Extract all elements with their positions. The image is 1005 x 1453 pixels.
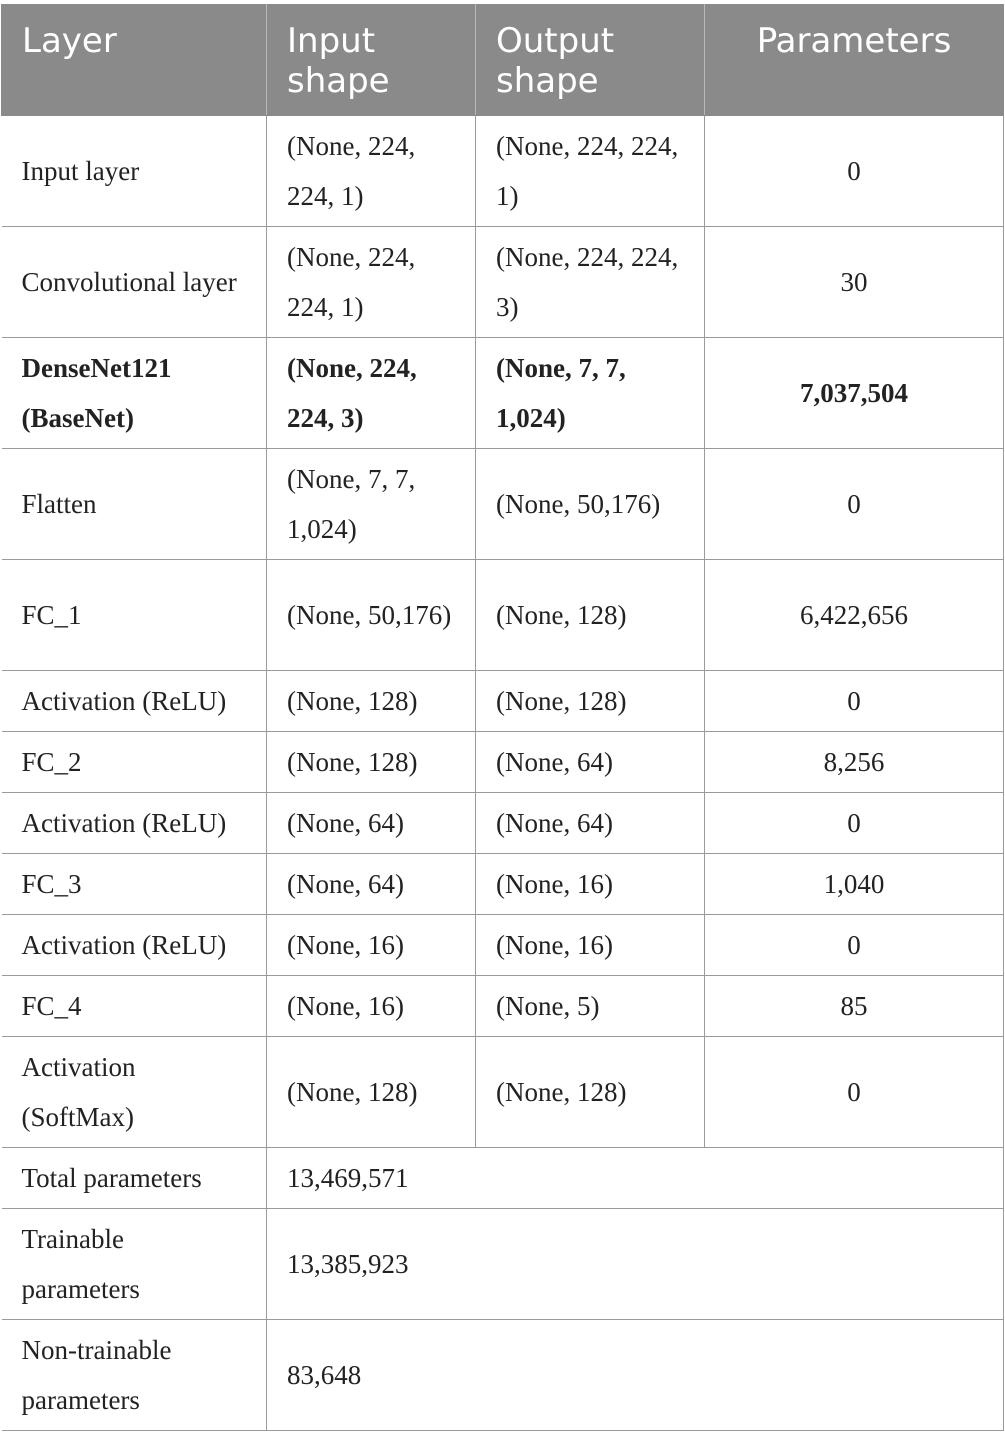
input-shape-cell: (None, 64) [267,854,476,915]
layer-cell: FC_1 [2,560,267,671]
parameters-cell: 0 [705,449,1004,560]
table-row [2,671,1004,732]
summary-value: 83,648 [267,1320,1004,1431]
table-row [2,449,1004,560]
layer-cell: Activation (ReLU) [2,915,267,976]
table-row [2,915,1004,976]
parameters-cell: 30 [705,227,1004,338]
layer-cell: Activation (SoftMax) [2,1037,267,1148]
summary-row [2,1148,1004,1209]
output-shape-cell: (None, 7, 7, 1,024) [476,338,705,449]
header-input-shape: Input shape [267,5,476,116]
summary-row [2,1320,1004,1431]
table-row [2,793,1004,854]
table-row [2,976,1004,1037]
output-shape-cell: (None, 50,176) [476,449,705,560]
parameters-cell: 0 [705,793,1004,854]
output-shape-cell: (None, 128) [476,671,705,732]
input-shape-cell: (None, 128) [267,1037,476,1148]
parameters-cell: 85 [705,976,1004,1037]
input-shape-cell: (None, 224, 224, 1) [267,116,476,227]
output-shape-cell: (None, 128) [476,1037,705,1148]
output-shape-cell: (None, 64) [476,732,705,793]
layer-cell: FC_2 [2,732,267,793]
table-row [2,854,1004,915]
output-shape-cell: (None, 16) [476,854,705,915]
layer-cell: Activation (ReLU) [2,793,267,854]
table-row-highlighted [2,338,1004,449]
header-output-shape: Output shape [476,5,705,116]
summary-label: Trainable parameters [2,1209,267,1320]
table-row [2,116,1004,227]
output-shape-cell: (None, 16) [476,915,705,976]
parameters-cell: 0 [705,116,1004,227]
table-row [2,227,1004,338]
layer-cell: DenseNet121 (BaseNet) [2,338,267,449]
parameters-cell: 0 [705,671,1004,732]
input-shape-cell: (None, 16) [267,976,476,1037]
summary-label: Total parameters [2,1148,267,1209]
summary-row [2,1209,1004,1320]
input-shape-cell: (None, 128) [267,732,476,793]
table-row [2,560,1004,671]
parameters-cell: 6,422,656 [705,560,1004,671]
output-shape-cell: (None, 5) [476,976,705,1037]
layer-cell: FC_4 [2,976,267,1037]
header-row [2,5,1004,116]
parameters-cell: 7,037,504 [705,338,1004,449]
table-row [2,1037,1004,1148]
summary-label: Non-trainable parameters [2,1320,267,1431]
table-row [2,732,1004,793]
layer-cell: Convolutional layer [2,227,267,338]
output-shape-cell: (None, 64) [476,793,705,854]
output-shape-cell: (None, 224, 224, 1) [476,116,705,227]
output-shape-cell: (None, 224, 224, 3) [476,227,705,338]
parameters-cell: 8,256 [705,732,1004,793]
input-shape-cell: (None, 224, 224, 1) [267,227,476,338]
parameters-cell: 0 [705,915,1004,976]
input-shape-cell: (None, 224, 224, 3) [267,338,476,449]
layer-cell: FC_3 [2,854,267,915]
input-shape-cell: (None, 50,176) [267,560,476,671]
parameters-cell: 1,040 [705,854,1004,915]
summary-value: 13,385,923 [267,1209,1004,1320]
input-shape-cell: (None, 16) [267,915,476,976]
header-parameters: Parameters [705,5,1004,116]
layer-cell: Flatten [2,449,267,560]
layer-cell: Input layer [2,116,267,227]
parameters-cell: 0 [705,1037,1004,1148]
layer-parameters-table [1,4,1004,1431]
input-shape-cell: (None, 128) [267,671,476,732]
header-layer: Layer [2,5,267,116]
input-shape-cell: (None, 64) [267,793,476,854]
output-shape-cell: (None, 128) [476,560,705,671]
layer-cell: Activation (ReLU) [2,671,267,732]
input-shape-cell: (None, 7, 7, 1,024) [267,449,476,560]
summary-value: 13,469,571 [267,1148,1004,1209]
